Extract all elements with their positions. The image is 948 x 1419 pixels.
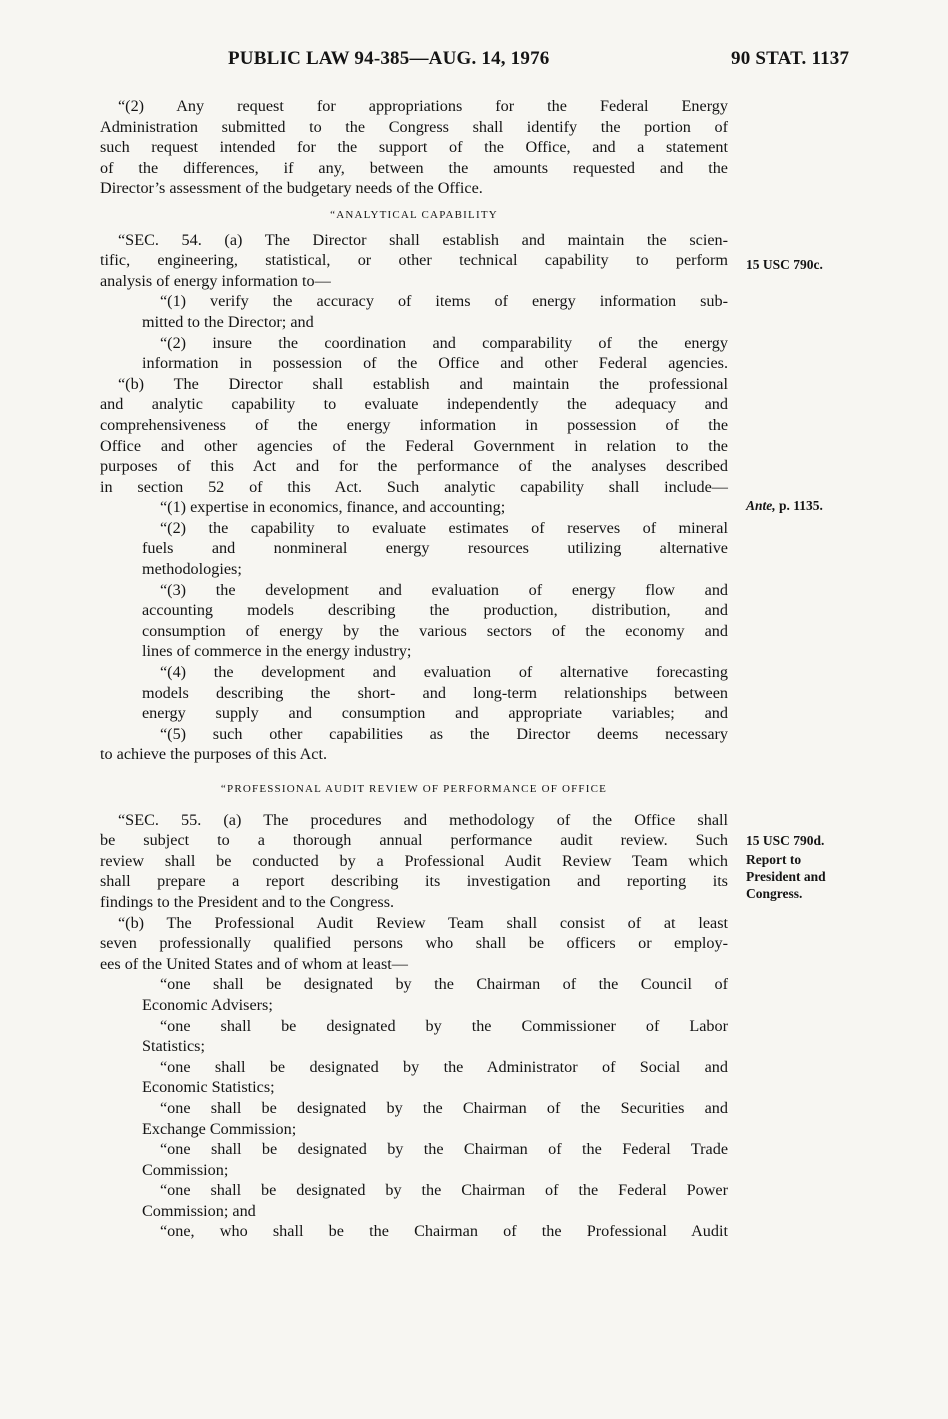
margin-note-text: Congress. [746,886,803,901]
text-line: such request intended for the support of the Office, and a statement [100,138,728,157]
text-line: “SEC. 55. (a) The procedures and methodology of the Office shall [118,810,728,829]
text-line: “(5) such other capabilities as the Director deems necessary [160,724,728,743]
margin-note-usc-790c [746,256,823,273]
text-line: Statistics; [142,1037,205,1056]
margin-note-usc-790d [746,832,824,849]
text-line: seven professionally qualified persons who shall be officers or employ- [100,934,728,953]
text-line: analysis of energy information to— [100,271,331,290]
text-line: information in possession of the Office and other Federal agencies. [142,354,728,373]
text-line: “one shall be designated by the Chairman of the Securities and [160,1098,728,1117]
text-line: Administration submitted to the Congress shall identify the portion of [100,117,728,136]
text-line: “SEC. 54. (a) The Director shall establish and maintain the scien- [118,230,728,249]
margin-note-text: Ante, [746,498,776,513]
section-heading: “PROFESSIONAL AUDIT REVIEW OF PERFORMANCE OF OFFICE [220,783,608,795]
text-line: Director’s assessment of the budgetary needs of the Office. [100,179,483,198]
margin-note-text: 15 USC 790d. [746,833,825,848]
text-line: “(2) insure the coordination and comparability of the energy [160,333,728,352]
margin-note-text: p. 1135. [779,498,823,513]
text-line: energy supply and consumption and appropriate variables; and [142,704,728,723]
margin-note-text: 15 USC 790c. [746,257,823,272]
text-line: “one shall be designated by the Chairman of the Federal Trade [160,1140,728,1159]
text-line: “one shall be designated by the Commissioner of Labor [160,1016,728,1035]
text-line: Economic Statistics; [142,1078,275,1097]
text-line: Commission; [142,1160,229,1179]
margin-note-text: Report to [746,852,802,867]
statute-text [100,96,728,1242]
text-line: “one shall be designated by the Chairman of the Council of [160,975,728,994]
margin-note-report [746,851,826,902]
text-line: “one shall be designated by the Administrator of Social and [160,1057,728,1076]
text-line: methodologies; [142,560,242,579]
margin-note-text: President and [746,869,826,884]
text-line: “(b) The Director shall establish and maintain the professional [118,374,728,393]
text-line: Commission; and [142,1201,256,1220]
text-line: to achieve the purposes of this Act. [100,745,328,764]
text-line: “(4) the development and evaluation of alternative forecasting [160,663,728,682]
text-line: accounting models describing the production, distribution, and [142,601,728,620]
text-line: “(1) verify the accuracy of items of energy information sub- [160,292,728,311]
text-line: and analytic capability to evaluate independently the adequacy and [100,395,728,414]
text-line: “(b) The Professional Audit Review Team shall consist of at least [118,913,728,932]
text-line: Office and other agencies of the Federal Government in relation to the [100,436,728,455]
text-line: in section 52 of this Act. Such analytic capability shall include— [100,477,728,496]
text-line: findings to the President and to the Congress. [100,892,395,911]
text-line: ees of the United States and of whom at least— [100,954,408,973]
text-line: models describing the short- and long-term relationships between [142,683,728,702]
text-line: purposes of this Act and for the performance of the analyses described [100,457,728,476]
running-header-right: 90 STAT. 1137 [731,48,850,69]
text-line: Economic Advisers; [142,995,273,1014]
text-line: consumption of energy by the various sectors of the economy and [142,621,728,640]
text-line: “(2) the capability to evaluate estimates of reserves of mineral [160,518,728,537]
text-line: comprehensiveness of the energy information in possession of the [100,415,728,434]
text-line: tific, engineering, statistical, or other technical capability to perform [100,251,728,270]
text-line: lines of commerce in the energy industry; [142,642,412,661]
text-line: be subject to a thorough annual performance audit review. Such [100,831,728,850]
text-line: “one shall be designated by the Chairman of the Federal Power [160,1181,728,1200]
text-line: “one, who shall be the Chairman of the Professional Audit [160,1222,728,1241]
running-header-left: PUBLIC LAW 94-385—AUG. 14, 1976 [228,48,550,69]
text-line: “(3) the development and evaluation of energy flow and [160,580,728,599]
text-line: “(1) expertise in economics, finance, and accounting; [160,498,506,517]
text-line: Exchange Commission; [142,1119,297,1138]
text-line: “(2) Any request for appropriations for the Federal Energy [118,97,728,115]
text-line: shall prepare a report describing its investigation and reporting its [100,872,728,891]
text-line: review shall be conducted by a Professional Audit Review Team which [100,851,728,870]
text-line: of the differences, if any, between the amounts requested and the [100,158,728,177]
text-line: fuels and nonmineral energy resources utilizing alternative [142,539,728,558]
margin-note-ante [746,497,823,514]
text-line: mitted to the Director; and [142,312,314,331]
section-heading: “ANALYTICAL CAPABILITY [330,208,498,221]
